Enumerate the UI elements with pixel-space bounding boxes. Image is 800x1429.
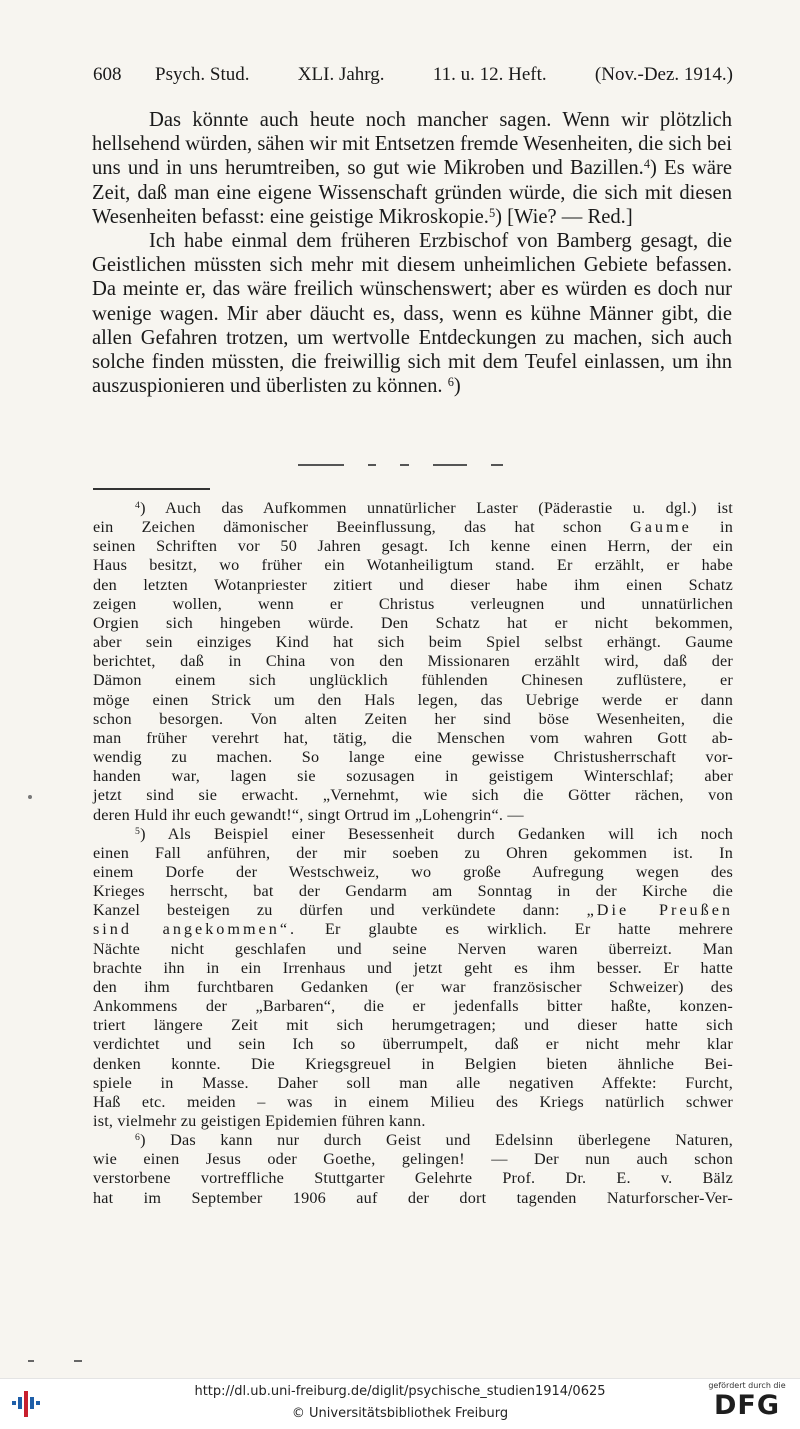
main-text — [92, 108, 732, 398]
dfg-tagline: gefördert durch die — [708, 1381, 786, 1390]
footnote-line: verdichtet und sein Ich so überrumpelt, daß er nicht mehr klar — [93, 1035, 733, 1054]
footnote-line: in — [691, 518, 733, 537]
footnote-marker: 4 — [135, 500, 141, 512]
footnote-line: denken konnte. Die Kriegsgreuel in Belgien bieten ähnliche Bei- — [93, 1054, 733, 1073]
footnote-line: seinen Schriften vor 50 Jahren gesagt. Ich kenne einen Herrn, der ein — [93, 537, 733, 556]
footnote-line: brachte ihn in ein Irrenhaus und jetzt geht es ihm besser. Er hatte — [93, 958, 733, 977]
footnote-line: den ihm furchtbaren Gedanken (er war französischer Schweizer) des — [93, 977, 733, 996]
footnote-line: deren Huld ihr euch gewandt!“, singt Ortrud im „Lohengrin“. — — [93, 805, 524, 824]
permalink-url[interactable]: http://dl.ub.uni-freiburg.de/diglit/psychische_studien1914/0625 — [194, 1384, 606, 1399]
footnote-line: jetzt sind sie erwacht. „Vernehmt, wie sich die Götter rächen, von — [93, 786, 733, 805]
footnote-ref: 4 — [643, 157, 651, 172]
footnote-line: einen Fall anführen, der mir soeben zu Ohren gekommen ist. In — [93, 843, 733, 862]
footnote-line: Haus besitzt, wo früher ein Wotanheiligtum stand. Er erzählt, er habe — [93, 556, 733, 575]
copyright-notice: © Universitätsbibliothek Freiburg — [291, 1406, 509, 1421]
spaced-quote: sind angekommen“. — [93, 920, 298, 939]
spaced-quote: „Die Preußen — [586, 901, 733, 920]
footnote-line: Ankommens der „Barbaren“, die er jedenfalls bitter haßte, konzen- — [93, 997, 733, 1016]
paragraph — [92, 229, 732, 398]
footnote-line: ist, vielmehr zu geistigen Epidemien führen kann. — [93, 1112, 426, 1130]
footnote-line: schon besorgen. Von alten Zeiten her sind böse Wesenheiten, die — [93, 709, 733, 728]
footnote-marker: 5 — [135, 825, 141, 837]
footnote-line: Er glaubte es wirklich. Er hatte mehrere — [324, 920, 733, 939]
issue-date: (Nov.-Dez. 1914.) — [594, 64, 733, 85]
footnote-line: verstorbene vortreffliche Stuttgarter Gelehrte Prof. Dr. E. v. Bälz — [93, 1169, 733, 1188]
footnote-line: ) Auch das Aufkommen unnatürlicher Laster (Päderastie u. dgl.) ist — [140, 499, 733, 517]
footnote-6 — [93, 1131, 733, 1208]
dfg-logo-text: DFG — [713, 1390, 781, 1421]
spaced-name: Gaume — [630, 518, 692, 537]
footnote-line: einem Dorfe der Westschweiz, wo große Aufregung wegen des — [93, 862, 733, 881]
footnote-line: wendig zu machen. So lange eine gewisse Christusherrschaft vor- — [93, 748, 733, 767]
footnote-line: Dämon einem sich unglücklich fühlenden Chinesen zuflüstere, er — [93, 671, 733, 690]
issue-label: 11. u. 12. Heft. — [432, 64, 547, 85]
footnote-line: aber sein einziges Kind hat sich beim Spiel selbst erhängt. Gaume — [93, 633, 733, 652]
footnote-line: Nächte nicht geschlafen und seine Nerven waren überreizt. Man — [93, 939, 733, 958]
footnote-line: zeigen wollen, wenn er Christus verleugnen und unnatürlichen — [93, 594, 733, 613]
footnotes — [93, 499, 733, 1208]
footnote-line: berichtet, daß in China von den Missionaren erzählt wird, daß der — [93, 652, 733, 671]
footnote-line: triert längere Zeit mit sich herumgetragen; und dieser hatte sich — [93, 1016, 733, 1035]
viewer-footer — [0, 1378, 800, 1429]
footnote-line: wie einen Jesus oder Goethe, gelingen! — Der nun auch schon — [93, 1150, 733, 1169]
paragraph-text: Ich habe einmal dem früheren Erzbischof von Bamberg gesagt, die Geistlichen müssten sich mehr mit diesem unheimlichen Gebiete befassen. Da meinte er, das wäre freilich wünschenswert; aber es würden es doch nur wenige wagen. Mir aber däucht es, dass, wenn es kühne Männer gibt, die allen Gefahren trotzen, um wertvolle Entdeckungen zu machen, sich auch solche finden müssten, die freiwillig sich mit dem Teufel einlassen, um ihn auszuspionieren und überlisten zu können. — [92, 230, 732, 398]
footnote-marker: 6 — [135, 1132, 141, 1144]
footnote-line: spiele in Masse. Daher soll man alle negativen Affekte: Furcht, — [93, 1073, 733, 1092]
margin-speck — [28, 795, 32, 799]
scan-marks — [28, 1360, 88, 1363]
paragraph-text: Das könnte auch heute noch mancher sagen. Wenn wir plötzlich hellsehend würden, sähen wir mit Entsetzen fremde Wesenheiten, die sich bei uns und in uns herumtreiben, so gut wie Mikroben und Bazillen. — [92, 109, 732, 180]
footnote-line: hat im September 1906 auf der dort tagenden Naturforscher-Ver- — [93, 1188, 733, 1207]
paragraph-text: ) — [453, 375, 461, 398]
footnote-line: Haß etc. meiden – was in einem Milieu des Kriegs natürlich schwer — [93, 1092, 733, 1111]
journal-title: Psych. Stud. — [155, 64, 250, 85]
footnote-line: handen war, lagen sie sozusagen in geistigem Winterschlaf; aber — [93, 767, 733, 786]
dfg-logo[interactable] — [704, 1381, 790, 1427]
volume-label: XLI. Jahrg. — [297, 64, 385, 85]
footnote-5 — [93, 825, 733, 1132]
running-header — [93, 64, 733, 86]
footnote-rule — [93, 488, 210, 490]
footnote-line: Kanzel besteigen zu dürfen und verkündete dann: — [93, 901, 587, 920]
section-separator — [298, 464, 503, 466]
footnote-line: möge einen Strick um den Hals legen, das Uebrige werde er dann — [93, 690, 733, 709]
paragraph-text: ) [Wie? — Red.] — [495, 205, 633, 228]
footnote-line: Orgien sich hingeben würde. Den Schatz hat er nicht bekommen, — [93, 613, 733, 632]
footnote-line: man früher verehrt hat, tätig, die Menschen vom wahren Gott ab- — [93, 728, 733, 747]
paragraph — [92, 108, 732, 229]
footnote-line: Krieges herrscht, bat der Gendarm am Sonntag in der Kirche die — [93, 882, 733, 901]
footnote-line: ) Als Beispiel einer Besessenheit durch Gedanken will ich noch — [140, 824, 733, 843]
footnote-ref: 5 — [488, 205, 496, 220]
footnote-line: ein Zeichen dämonischer Beeinflussung, das hat schon — [93, 518, 602, 537]
footnote-ref: 6 — [447, 375, 454, 390]
footnote-line: den letzten Wotanpriester zitiert und dieser habe ihm einen Schatz — [93, 575, 733, 594]
paragraph-text: ) Es wäre Zeit, daß man eine eigene Wissenschaft gründen würde, die sich mit diesen Wesenheiten befasst: eine geistige Mikroskopie. — [92, 157, 732, 228]
page-number: 608 — [93, 64, 122, 85]
footnote-4 — [93, 499, 733, 825]
footnote-line: ) Das kann nur durch Geist und Edelsinn überlegene Naturen, — [140, 1131, 733, 1150]
